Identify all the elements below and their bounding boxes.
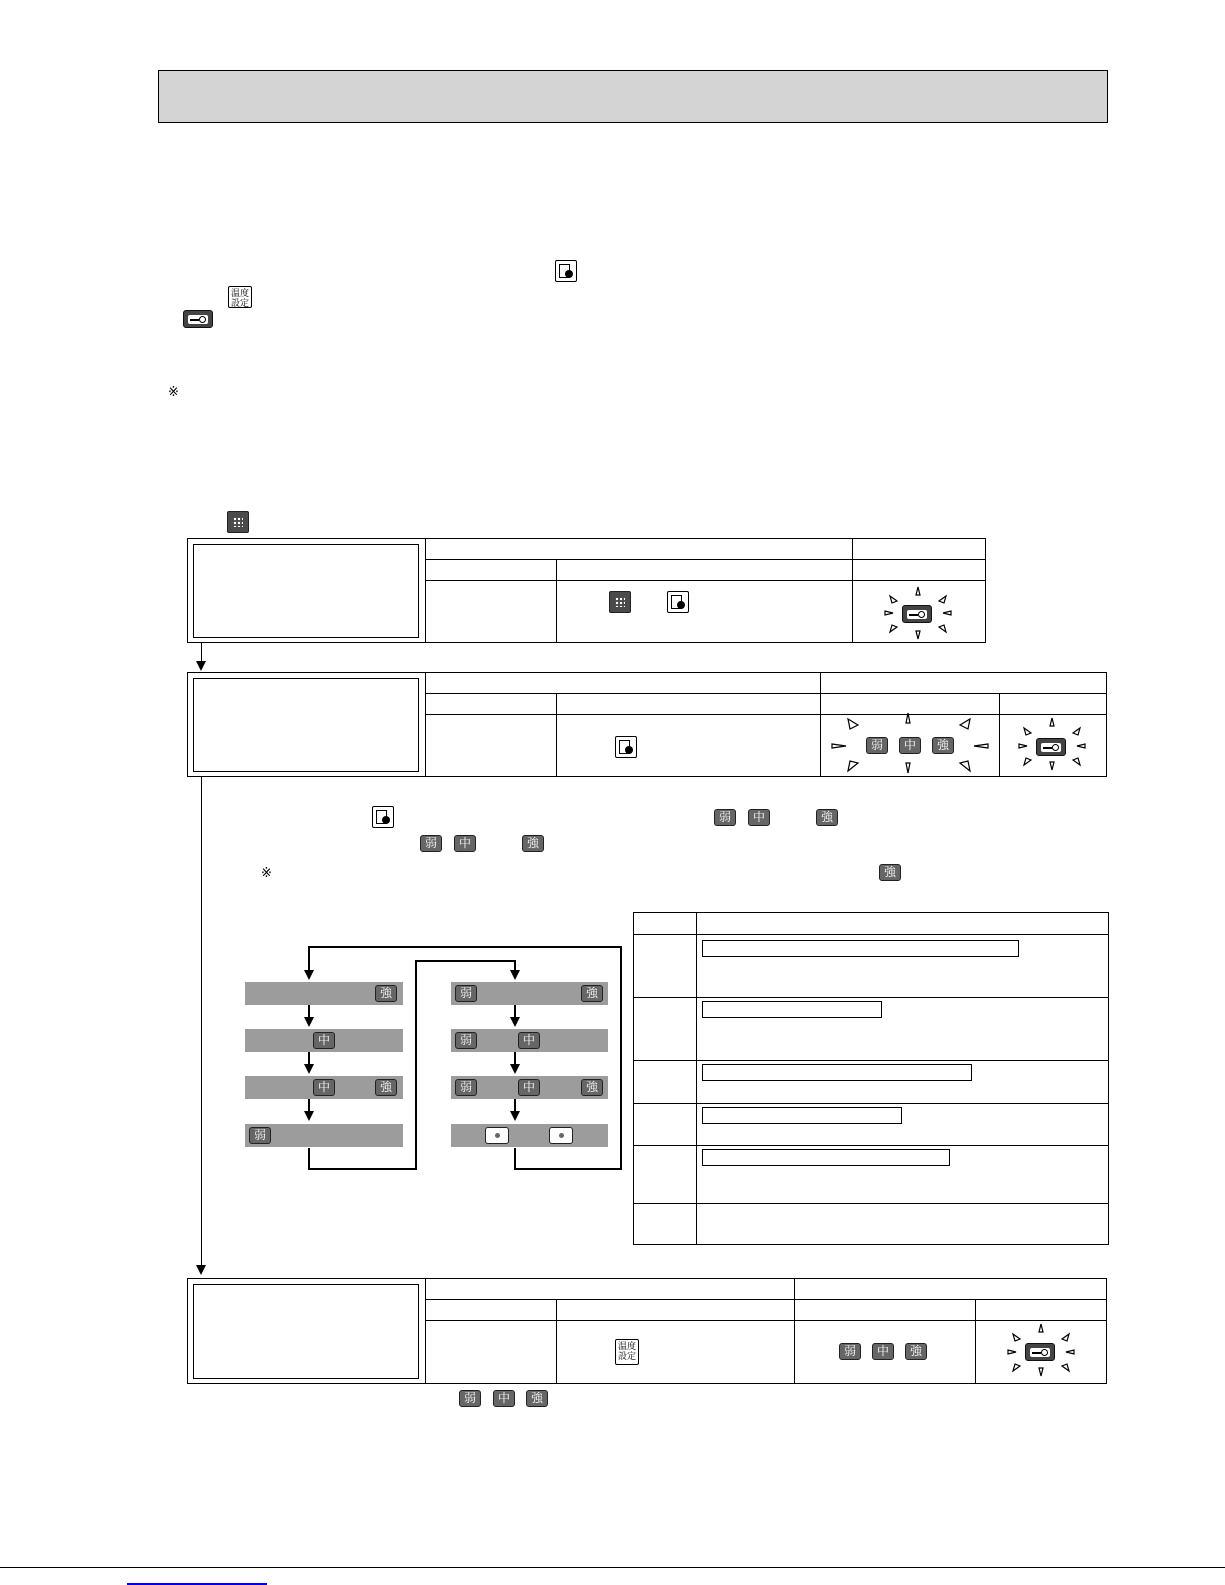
- indicator-strong: 強: [526, 1390, 548, 1407]
- blink-rays-icon: [1017, 716, 1087, 774]
- mode-description-table: [633, 912, 1109, 1245]
- step3-header-cell: [426, 1279, 795, 1300]
- indicator-strong: 強: [581, 1079, 603, 1096]
- table-row-content: [697, 1061, 1109, 1104]
- flow-arrow: [510, 1017, 520, 1027]
- step1-header-cell: [426, 539, 853, 560]
- flow-arrow: [196, 661, 206, 671]
- step2-sub-cell-4: [1000, 694, 1107, 715]
- indicator-mid: 中: [899, 737, 921, 754]
- indicator-weak: 弱: [249, 1127, 271, 1144]
- step3-sub-cell-3: [795, 1300, 976, 1321]
- step2-body-cell: [426, 715, 557, 777]
- flow-state-bar: [451, 982, 608, 1005]
- step1-header-right: [853, 539, 986, 560]
- indicator-weak: 弱: [455, 1079, 477, 1096]
- step3-table: [425, 1278, 1107, 1384]
- temperature-setting-button-icon: [615, 1339, 639, 1365]
- temp-label-top: 温度: [230, 289, 249, 299]
- table-row-label: [634, 1061, 697, 1104]
- label-box: [702, 1107, 902, 1124]
- indicator-weak: 弱: [455, 985, 477, 1002]
- label-box: [702, 1149, 950, 1166]
- label-box: [702, 1001, 882, 1018]
- flow-loop-line: [415, 960, 515, 962]
- settings-icon: [667, 591, 689, 613]
- step1-sub-cell-2: [557, 560, 853, 581]
- table-row-label: [634, 1204, 697, 1245]
- flow-loop-line: [620, 946, 622, 1170]
- step1-inner-box: [193, 544, 419, 638]
- blink-rays-icon: [883, 585, 953, 643]
- indicator-weak: 弱: [839, 1343, 861, 1360]
- indicator-mid: 中: [518, 1079, 540, 1096]
- indicator-mid: 中: [518, 1032, 540, 1049]
- flow-connector: [201, 643, 202, 661]
- table-row-content: [697, 998, 1109, 1061]
- flow-loop-line: [308, 946, 621, 948]
- step3-body-cell: [426, 1321, 557, 1384]
- indicator-strong: 強: [905, 1343, 927, 1360]
- settings-icon: [615, 736, 637, 758]
- indicator-weak: 弱: [714, 809, 736, 826]
- table-header-cell: [634, 913, 697, 935]
- indicator-strong: 強: [375, 985, 397, 1002]
- step3-body-cell-2: [557, 1321, 795, 1384]
- indicator-weak: 弱: [459, 1390, 481, 1407]
- indicator-dot-left: [485, 1127, 509, 1144]
- note-mark: ※: [168, 385, 179, 400]
- indicator-mid: 中: [748, 809, 770, 826]
- flow-loop-line: [514, 1168, 622, 1170]
- key-icon: [183, 310, 213, 328]
- flow-state-bar: [451, 1076, 608, 1099]
- flow-loop-line: [308, 946, 310, 971]
- flow-arrow: [196, 1265, 206, 1275]
- step2-sub-cell-2: [557, 694, 821, 715]
- table-row-label: [634, 1104, 697, 1146]
- indicator-mid: 中: [872, 1343, 894, 1360]
- step3-sub-cell: [426, 1300, 557, 1321]
- indicator-strong: 強: [932, 737, 954, 754]
- indicator-weak: 弱: [420, 835, 442, 852]
- step3-sub-cell-2: [557, 1300, 795, 1321]
- flow-arrow: [304, 1064, 314, 1074]
- indicator-mid: 中: [493, 1390, 515, 1407]
- keypad-icon: [609, 591, 631, 613]
- page-header-bar: [158, 70, 1108, 123]
- flow-state-bar: [451, 1124, 608, 1147]
- step2-table: [425, 672, 1107, 777]
- settings-icon: [555, 260, 577, 282]
- step2-body-cell-2: [557, 715, 821, 777]
- label-box: [702, 940, 1019, 957]
- step2-header-right: [821, 673, 1107, 694]
- flow-arrow: [510, 1064, 520, 1074]
- step1-sub-cell: [426, 560, 557, 581]
- table-row-label: [634, 1146, 697, 1204]
- flow-state-bar: [245, 1124, 403, 1147]
- indicator-strong: 強: [522, 835, 544, 852]
- table-row-content: [697, 1104, 1109, 1146]
- blink-rays-icon: [830, 711, 990, 775]
- table-row-content: [697, 1204, 1109, 1245]
- indicator-strong: 強: [581, 985, 603, 1002]
- step2-inner-box: [193, 678, 419, 772]
- step1-body-cell-2: [557, 581, 853, 643]
- indicator-mid: 中: [454, 835, 476, 852]
- temp-label-bottom: 設定: [230, 299, 249, 309]
- footer-rule: [0, 1567, 1225, 1568]
- table-row-label: [634, 998, 697, 1061]
- flow-connector: [201, 777, 202, 1265]
- step3-header-right: [795, 1279, 1107, 1300]
- flow-loop-line: [514, 1148, 516, 1170]
- temp-label-top: 温度: [617, 1342, 636, 1352]
- keypad-icon: [227, 511, 249, 533]
- indicator-strong: 強: [375, 1079, 397, 1096]
- flow-arrow: [304, 1017, 314, 1027]
- indicator-dot-right: [549, 1127, 573, 1144]
- flow-arrow: [304, 1111, 314, 1121]
- flow-loop-line: [415, 960, 417, 1170]
- temp-label-bottom: 設定: [617, 1352, 636, 1362]
- flow-arrow: [304, 970, 314, 980]
- flow-state-bar: [245, 1029, 403, 1052]
- indicator-weak: 弱: [455, 1032, 477, 1049]
- indicator-strong: 強: [879, 864, 901, 881]
- step2-sub-cell: [426, 694, 557, 715]
- settings-icon: [372, 806, 394, 828]
- temperature-setting-button-icon: [228, 286, 252, 308]
- indicator-mid: 中: [313, 1032, 335, 1049]
- step1-body-cell: [426, 581, 557, 643]
- indicator-strong: 強: [816, 809, 838, 826]
- indicator-weak: 弱: [866, 737, 888, 754]
- indicator-mid: 中: [313, 1079, 335, 1096]
- flow-state-bar: [451, 1029, 608, 1052]
- flow-arrow: [510, 970, 520, 980]
- table-row-label: [634, 935, 697, 998]
- table-row-content: [697, 935, 1109, 998]
- step2-header-cell: [426, 673, 821, 694]
- flow-state-bar: [245, 1076, 403, 1099]
- note-mark: ※: [261, 866, 272, 881]
- flow-state-bar: [245, 982, 403, 1005]
- label-box: [702, 1064, 972, 1081]
- flow-arrow: [510, 1111, 520, 1121]
- blink-rays-icon: [1006, 1322, 1076, 1380]
- flow-loop-line: [308, 1148, 310, 1170]
- table-row-content: [697, 1146, 1109, 1204]
- step1-sub-cell-3: [853, 560, 986, 581]
- flow-loop-line: [308, 1168, 416, 1170]
- step3-sub-cell-4: [976, 1300, 1107, 1321]
- step3-inner-box: [193, 1284, 419, 1379]
- table-header-cell: [697, 913, 1109, 935]
